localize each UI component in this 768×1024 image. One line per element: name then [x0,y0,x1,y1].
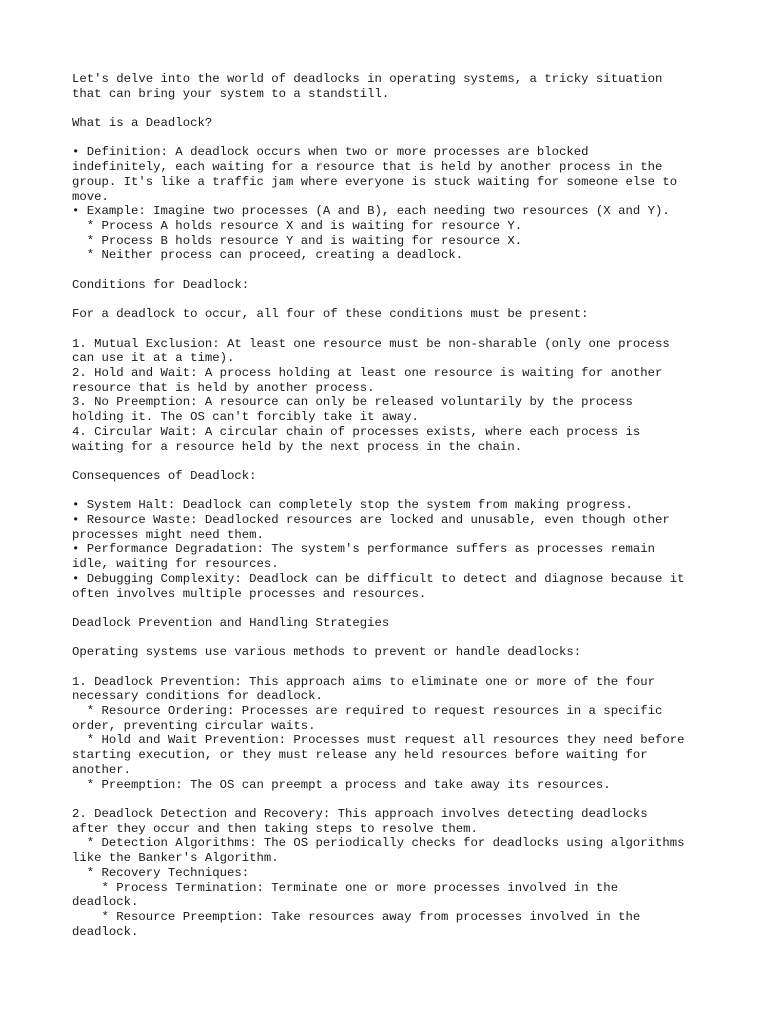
text-line: can use it at a time). [72,351,235,366]
text-line: 1. Mutual Exclusion: At least one resource must be non-sharable (only one process [72,336,670,351]
text-line: * Hold and Wait Prevention: Processes must request all resources they need before [72,733,685,748]
spacer [72,601,712,616]
text-line: • Resource Waste: Deadlocked resources are locked and unusable, even though other [72,512,670,527]
text-line: starting execution, or they must release any held resources before waiting for [72,748,648,763]
section-heading-what: What is a Deadlock? [72,116,213,131]
document-page [72,72,712,939]
text-line: * Detection Algorithms: The OS periodically checks for deadlocks using algorithms [72,836,685,851]
spacer [72,322,712,337]
conditions-intro: For a deadlock to occur, all four of these conditions must be present: [72,307,589,322]
text-line: • Debugging Complexity: Deadlock can be difficult to detect and diagnose because it [72,571,685,586]
text-line: move. [72,189,109,204]
text-line: deadlock. [72,895,139,910]
text-line: 2. Deadlock Detection and Recovery: This approach involves detecting deadlocks [72,806,648,821]
text-line: * Process A holds resource X and is waiting for resource Y. [72,219,523,233]
spacer [72,131,712,146]
text-line: deadlock. [72,924,139,939]
text-line: * Recovery Techniques: [72,865,250,880]
spacer [72,263,712,278]
text-line: * Process Termination: Terminate one or more processes involved in the [72,880,619,895]
text-line: 2. Hold and Wait: A process holding at least one resource is waiting for another [72,365,663,380]
text-line: order, preventing circular waits. [72,718,316,733]
text-line: waiting for a resource held by the next process in the chain. [72,439,523,454]
spacer [72,631,712,646]
intro-line: Let's delve into the world of deadlocks in operating systems, a tricky situation [72,72,663,86]
text-line: necessary conditions for deadlock. [72,689,323,704]
text-line: indefinitely, each waiting for a resource that is held by another process in the [72,160,663,175]
text-line: idle, waiting for resources. [72,557,279,572]
text-line: 1. Deadlock Prevention: This approach aims to eliminate one or more of the four [72,674,655,689]
text-line: processes might need them. [72,527,264,542]
text-line: holding it. The OS can't forcibly take it away. [72,410,419,425]
section-heading-consequences: Consequences of Deadlock: [72,468,257,483]
text-line: • System Halt: Deadlock can completely stop the system from making progress. [72,498,633,513]
spacer [72,792,712,807]
text-line: * Resource Preemption: Take resources away from processes involved in the [72,909,641,924]
text-line: • Performance Degradation: The system's performance suffers as processes remain [72,542,655,557]
text-line: * Neither process can proceed, creating a deadlock. [72,248,464,263]
text-line: like the Banker's Algorithm. [72,851,279,866]
text-line: * Process B holds resource Y and is waiting for resource X. [72,233,523,248]
spacer [72,484,712,499]
text-line: resource that is held by another process. [72,380,375,395]
spacer [72,293,712,308]
text-line: * Resource Ordering: Processes are required to request resources in a specific [72,704,663,719]
text-line: another. [72,762,132,777]
spacer [72,454,712,469]
intro-line: that can bring your system to a standstill. [72,86,390,101]
spacer [72,660,712,675]
text-line: 3. No Preemption: A resource can only be released voluntarily by the process [72,395,633,410]
text-line: often involves multiple processes and resources. [72,586,427,601]
text-line: • Example: Imagine two processes (A and B), each needing two resources (X and Y). [72,204,670,219]
text-line: 4. Circular Wait: A circular chain of processes exists, where each process is [72,424,641,439]
section-heading-prevention: Deadlock Prevention and Handling Strategies [72,615,390,630]
text-line: * Preemption: The OS can preempt a process and take away its resources. [72,777,611,792]
text-line: • Definition: A deadlock occurs when two or more processes are blocked [72,145,589,160]
prevention-intro: Operating systems use various methods to prevent or handle deadlocks: [72,645,582,660]
spacer [72,101,712,116]
section-heading-conditions: Conditions for Deadlock: [72,277,250,292]
text-line: group. It's like a traffic jam where everyone is stuck waiting for someone else to [72,174,678,189]
text-line: after they occur and then taking steps to resolve them. [72,821,478,836]
